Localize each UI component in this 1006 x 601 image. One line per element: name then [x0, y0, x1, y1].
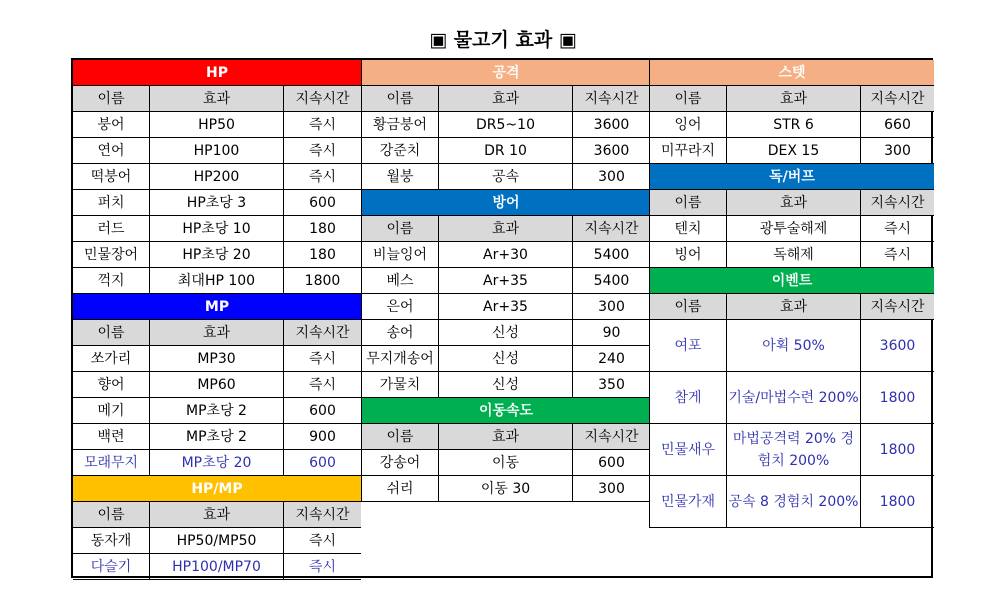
- table-row: [650, 320, 934, 372]
- fish-duration: 1800: [879, 441, 916, 458]
- section-hp: [73, 60, 361, 294]
- header-duration: 지속시간: [573, 216, 650, 241]
- table-row: [650, 372, 934, 424]
- header-name: 이름: [362, 424, 439, 449]
- header-duration: 지속시간: [573, 424, 650, 449]
- table-row: [73, 268, 361, 294]
- fish-duration: 300: [598, 480, 625, 497]
- fish-name: 백련: [73, 424, 150, 449]
- table-row: [650, 476, 934, 528]
- fish-name: 민물가재: [650, 476, 727, 527]
- header-effect: 효과: [727, 190, 861, 215]
- fish-effect: MP초당 2: [150, 424, 284, 449]
- section-header: 독/버프: [650, 164, 934, 190]
- section-header: 공격: [362, 60, 650, 86]
- header-name: 이름: [73, 502, 150, 527]
- fish-effect: 광투술해제: [727, 216, 861, 241]
- section-header: 이동속도: [362, 398, 650, 424]
- column-header-row: [362, 424, 650, 450]
- page-title: ▣ 물고기 효과 ▣: [429, 29, 577, 51]
- table-row: [73, 398, 361, 424]
- fish-effect: Ar+35: [439, 294, 573, 319]
- table-row: [362, 476, 650, 502]
- fish-duration: 1800: [879, 389, 916, 406]
- fish-effect: HP100: [150, 138, 284, 163]
- fish-effect: HP50: [150, 112, 284, 137]
- fish-name: 미꾸라지: [650, 138, 727, 163]
- table-row: [73, 372, 361, 398]
- fish-duration: 1800: [304, 272, 341, 289]
- fish-name: 쉬리: [362, 476, 439, 501]
- section-header: 이벤트: [650, 268, 934, 294]
- table-row: [73, 164, 361, 190]
- fish-effect: 공속: [439, 164, 573, 189]
- fish-name: 러드: [73, 216, 150, 241]
- header-duration: 지속시간: [284, 502, 361, 527]
- header-name: 이름: [650, 190, 727, 215]
- section-defense: [362, 190, 650, 398]
- table-row: [73, 138, 361, 164]
- fish-name: 빙어: [650, 242, 727, 267]
- fish-duration: 즉시: [883, 220, 912, 237]
- table-row: [73, 346, 361, 372]
- header-name: 이름: [362, 216, 439, 241]
- table-row: [362, 294, 650, 320]
- fish-name: 황금붕어: [362, 112, 439, 137]
- fish-duration: 즉시: [308, 532, 337, 549]
- fish-name: 가물치: [362, 372, 439, 397]
- table-row: [362, 138, 650, 164]
- fish-effect: MP60: [150, 372, 284, 397]
- fish-duration: 180: [309, 220, 336, 237]
- column-header-row: [362, 86, 650, 112]
- table-row: [73, 424, 361, 450]
- fish-duration: 즉시: [308, 116, 337, 133]
- fish-name: 텐치: [650, 216, 727, 241]
- fish-duration: 300: [884, 142, 911, 159]
- fish-effects-table: [71, 58, 933, 578]
- fish-name: 여포: [650, 320, 727, 371]
- fish-effect: HP초당 20: [150, 242, 284, 267]
- section-header: 스텟: [650, 60, 934, 86]
- section-header: MP: [73, 294, 361, 320]
- header-name: 이름: [73, 320, 150, 345]
- fish-effect: DR5~10: [439, 112, 573, 137]
- fish-name: 참게: [650, 372, 727, 423]
- fish-effect: DEX 15: [727, 138, 861, 163]
- fish-duration: 600: [309, 194, 336, 211]
- table-row: [73, 242, 361, 268]
- fish-effect: 아획 50%: [727, 320, 861, 371]
- fish-name: 송어: [362, 320, 439, 345]
- fish-duration: 90: [602, 324, 621, 341]
- fish-effect: 독해제: [727, 242, 861, 267]
- fish-duration: 5400: [593, 246, 630, 263]
- header-effect: 효과: [439, 86, 573, 111]
- section-mp: [73, 294, 361, 476]
- column-left: [73, 60, 361, 580]
- fish-effect: HP50/MP50: [150, 528, 284, 553]
- section-speed: [362, 398, 650, 502]
- fish-name: 붕어: [73, 112, 150, 137]
- header-duration: 지속시간: [861, 294, 934, 319]
- fish-effect: Ar+30: [439, 242, 573, 267]
- fish-effect: 마법공격력 20% 경험치 200%: [727, 424, 861, 475]
- table-row: [73, 112, 361, 138]
- header-effect: 효과: [150, 320, 284, 345]
- table-row: [650, 138, 934, 164]
- column-middle: [361, 60, 650, 502]
- column-header-row: [362, 216, 650, 242]
- table-row: [362, 346, 650, 372]
- fish-name: 강송어: [362, 450, 439, 475]
- header-effect: 효과: [439, 216, 573, 241]
- fish-effect: HP100/MP70: [150, 554, 284, 579]
- fish-duration: 3600: [593, 116, 630, 133]
- table-row: [73, 450, 361, 476]
- fish-duration: 300: [598, 168, 625, 185]
- fish-duration: 3600: [879, 337, 916, 354]
- header-name: 이름: [362, 86, 439, 111]
- header-effect: 효과: [439, 424, 573, 449]
- fish-name: 모래무지: [73, 450, 150, 475]
- fish-name: 베스: [362, 268, 439, 293]
- fish-effect: Ar+35: [439, 268, 573, 293]
- fish-effect: 신성: [439, 346, 573, 371]
- header-duration: 지속시간: [861, 86, 934, 111]
- column-header-row: [650, 190, 934, 216]
- header-name: 이름: [650, 294, 727, 319]
- fish-effect: 이동 30: [439, 476, 573, 501]
- column-right: [649, 60, 934, 528]
- fish-duration: 180: [309, 246, 336, 263]
- fish-name: 월붕: [362, 164, 439, 189]
- section-event: [650, 268, 934, 528]
- header-effect: 효과: [727, 294, 861, 319]
- fish-name: 비늘잉어: [362, 242, 439, 267]
- fish-name: 잉어: [650, 112, 727, 137]
- fish-effect: MP30: [150, 346, 284, 371]
- fish-effect: 신성: [439, 320, 573, 345]
- table-row: [650, 216, 934, 242]
- table-row: [362, 372, 650, 398]
- fish-name: 향어: [73, 372, 150, 397]
- header-name: 이름: [650, 86, 727, 111]
- table-row: [362, 268, 650, 294]
- fish-duration: 즉시: [308, 376, 337, 393]
- fish-name: 다슬기: [73, 554, 150, 579]
- table-row: [362, 112, 650, 138]
- table-row: [73, 216, 361, 242]
- fish-duration: 3600: [593, 142, 630, 159]
- fish-duration: 즉시: [308, 558, 337, 575]
- header-effect: 효과: [150, 86, 284, 111]
- fish-effect: MP초당 20: [150, 450, 284, 475]
- fish-name: 민물장어: [73, 242, 150, 267]
- header-effect: 효과: [727, 86, 861, 111]
- fish-effect: DR 10: [439, 138, 573, 163]
- column-header-row: [73, 502, 361, 528]
- fish-duration: 5400: [593, 272, 630, 289]
- fish-effect: STR 6: [727, 112, 861, 137]
- header-effect: 효과: [150, 502, 284, 527]
- fish-name: 강준치: [362, 138, 439, 163]
- table-row: [650, 112, 934, 138]
- fish-duration: 600: [309, 402, 336, 419]
- fish-duration: 즉시: [308, 350, 337, 367]
- fish-effect: 공속 8 경험치 200%: [727, 476, 861, 527]
- fish-effect: HP초당 10: [150, 216, 284, 241]
- fish-duration: 600: [598, 454, 625, 471]
- fish-effect: 기술/마법수련 200%: [727, 372, 861, 423]
- fish-name: 꺽지: [73, 268, 150, 293]
- fish-duration: 즉시: [308, 142, 337, 159]
- fish-duration: 900: [309, 428, 336, 445]
- table-row: [650, 424, 934, 476]
- column-header-row: [650, 86, 934, 112]
- fish-duration: 660: [884, 116, 911, 133]
- table-row: [362, 164, 650, 190]
- section-header: HP/MP: [73, 476, 361, 502]
- table-row: [650, 242, 934, 268]
- fish-duration: 300: [598, 298, 625, 315]
- header-name: 이름: [73, 86, 150, 111]
- section-header: 방어: [362, 190, 650, 216]
- table-row: [73, 528, 361, 554]
- header-duration: 지속시간: [861, 190, 934, 215]
- column-header-row: [650, 294, 934, 320]
- table-row: [73, 190, 361, 216]
- header-duration: 지속시간: [284, 320, 361, 345]
- section-poison: [650, 164, 934, 268]
- table-row: [362, 320, 650, 346]
- fish-name: 동자개: [73, 528, 150, 553]
- fish-effect: 이동: [439, 450, 573, 475]
- fish-effect: 신성: [439, 372, 573, 397]
- section-hpmp: [73, 476, 361, 580]
- fish-name: 퍼치: [73, 190, 150, 215]
- fish-duration: 240: [598, 350, 625, 367]
- fish-effect: HP초당 3: [150, 190, 284, 215]
- fish-name: 떡붕어: [73, 164, 150, 189]
- fish-effect: 최대HP 100: [150, 268, 284, 293]
- fish-name: 민물새우: [650, 424, 727, 475]
- table-row: [73, 554, 361, 580]
- fish-duration: 즉시: [308, 168, 337, 185]
- header-duration: 지속시간: [573, 86, 650, 111]
- table-row: [362, 242, 650, 268]
- fish-duration: 350: [598, 376, 625, 393]
- fish-name: 무지개송어: [362, 346, 439, 371]
- fish-name: 은어: [362, 294, 439, 319]
- fish-duration: 즉시: [883, 246, 912, 263]
- fish-effect: MP초당 2: [150, 398, 284, 423]
- section-stat: [650, 60, 934, 164]
- header-duration: 지속시간: [284, 86, 361, 111]
- fish-name: 쏘가리: [73, 346, 150, 371]
- column-header-row: [73, 320, 361, 346]
- fish-effect: HP200: [150, 164, 284, 189]
- fish-name: 연어: [73, 138, 150, 163]
- fish-duration: 600: [309, 454, 336, 471]
- fish-duration: 1800: [879, 493, 916, 510]
- section-header: HP: [73, 60, 361, 86]
- table-row: [362, 450, 650, 476]
- section-attack: [362, 60, 650, 190]
- fish-name: 메기: [73, 398, 150, 423]
- column-header-row: [73, 86, 361, 112]
